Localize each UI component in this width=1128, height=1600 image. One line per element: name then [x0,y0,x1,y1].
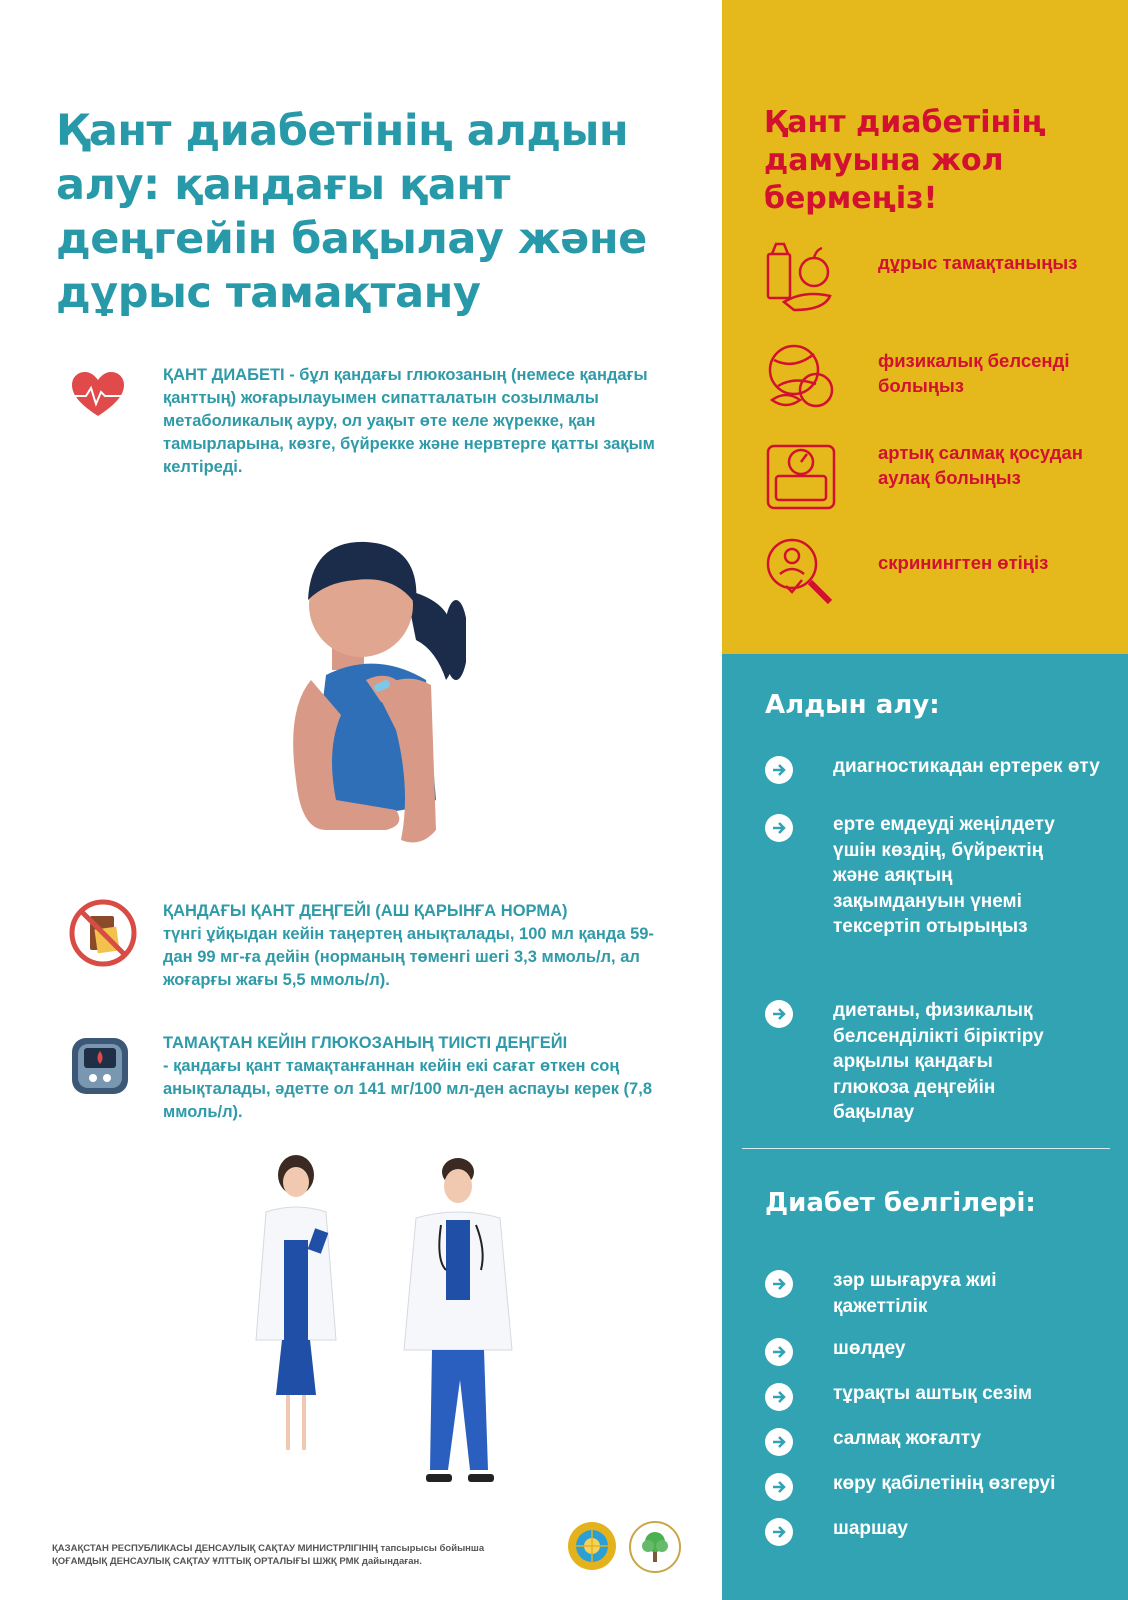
after-meal-text: - қандағы қант тамақтанғаннан кейін екі сағат өткен соң анықталады, әдетте ол 141 мг/100 мл-ден аспауы керек (7,8 ммоль/л). [163,1057,652,1121]
footer-credits [52,1542,562,1568]
warning-label-activity: физикалық белсенді болыңыз [878,350,1070,396]
screening-icon [764,536,838,610]
patient-illustration [256,530,466,870]
arrow-right-icon [765,1473,793,1501]
fasting-heading: ҚАНДАҒЫ ҚАНТ ДЕҢГЕЙІ (АШ ҚАРЫНҒА НОРМА) [163,902,568,920]
sports-balls-icon [764,340,838,414]
arrow-right-icon [765,1518,793,1546]
prevention-panel [722,654,1128,1600]
symptom-item-text: шөлдеу [833,1338,906,1359]
prevention-title: Алдын алу: [765,690,940,720]
definition-text: - бұл қандағы глюкозаның (немесе қандағы қанттың) жоғарылауымен сипатталатын созылмалы метаболикалық ауру, ол уақыт өте келе жүрекке, қан тамырларына, көзге, бүйрекке және нервтерге қатты зақым келтіреді. [163,366,655,476]
arrow-right-icon [765,814,793,842]
arrow-right-icon [765,1383,793,1411]
warning-item-weight [764,440,1104,520]
after-meal-heading: ТАМАҚТАН КЕЙІН ГЛЮКОЗАНЫҢ ТИІСТІ ДЕҢГЕЙІ [163,1034,568,1052]
symptom-item-text: тұрақты аштық сезім [833,1383,1032,1404]
arrow-right-icon [765,1270,793,1298]
prevention-item-text: ерте емдеуді жеңілдету үшін көздің, бүйректің және аяқтың зақымдануын үнемі тексертіп отырыңыз [833,814,1055,937]
after-meal-level [163,1032,683,1124]
warning-item-food [764,240,1104,320]
prevention-item-text: диетаны, физикалық белсенділікті біріктіру арқылы қандағы глюкоза деңгейін бақылау [833,1000,1044,1123]
warning-label-weight: артық салмақ қосудан аулақ болыңыз [878,442,1083,488]
warning-item-screening [764,536,1104,616]
symptom-item-text: шаршау [833,1518,908,1539]
footer-line-2: ҚОҒАМДЫҚ ДЕНСАУЛЫҚ САҚТАУ ҰЛТТЫҚ ОРТАЛЫҒЫ ШЖҚ РМК дайындаған. [52,1556,422,1567]
fasting-norm [163,900,683,992]
arrow-right-icon [765,1000,793,1028]
arrow-right-icon [765,1338,793,1366]
warning-item-activity [764,340,1104,420]
prevention-item-text: диагностикадан ертерек өту [833,756,1100,777]
definition-term: ҚАНТ ДИАБЕТІ [163,366,285,384]
arrow-right-icon [765,1428,793,1456]
arrow-right-icon [765,756,793,784]
warning-title: Қант диабетінің дамуына жол бермеңіз! [764,105,1046,216]
food-icon [764,240,838,314]
page-title: Қант диабетінің алдын алу: қандағы қант деңгейін бақылау және дұрыс тамақтану [56,106,647,318]
doctors-illustration [236,1150,536,1510]
diabetes-definition [163,364,683,479]
no-sweets-icon [68,898,138,968]
footer-line-1: ҚАЗАҚСТАН РЕСПУБЛИКАСЫ ДЕНСАУЛЫҚ САҚТАУ МИНИСТРЛІГІНІҢ тапсырысы бойынша [52,1543,485,1554]
warning-label-screening: скринингтен өтіңіз [878,552,1049,573]
scale-icon [764,440,838,514]
section-divider [742,1148,1110,1149]
symptom-item-text: зәр шығаруға жиі қажеттілік [833,1270,997,1317]
symptom-item-text: көру қабілетінің өзгеруі [833,1473,1056,1494]
glucometer-icon [70,1036,130,1096]
symptoms-title: Диабет белгілері: [765,1188,1036,1218]
state-emblem-icon [566,1520,618,1572]
heart-icon [66,370,130,420]
symptom-item-text: салмақ жоғалту [833,1428,982,1449]
warning-label-food: дұрыс тамақтаныңыз [878,252,1078,273]
fasting-text: түнгі ұйқыдан кейін таңертең анықталады, 100 мл қанда 59-дан 99 мг-ға дейін (норманың төменгі шегі 3,3 ммоль/л, ал жоғарғы жағы 5,5 ммоль/л). [163,925,654,989]
center-logo-icon [628,1520,682,1574]
